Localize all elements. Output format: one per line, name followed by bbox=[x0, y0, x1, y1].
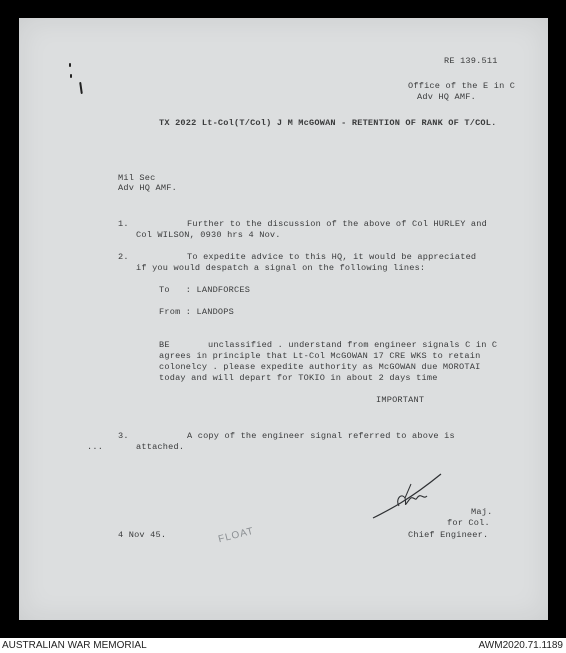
paragraph-1-line-2: Col WILSON, 0930 hrs 4 Nov. bbox=[136, 230, 281, 240]
addressee-line-2: Adv HQ AMF. bbox=[118, 183, 177, 193]
paragraph-1-number: 1. bbox=[118, 219, 129, 229]
signal-to-line: To : LANDFORCES bbox=[159, 285, 251, 295]
signal-text-line-2: agrees in principle that Lt-Col McGOWAN 17 CRE WKS to retain bbox=[159, 351, 481, 361]
pencil-annotation: FLOAT bbox=[217, 525, 256, 546]
staple-mark bbox=[79, 82, 83, 94]
paragraph-3-line-1: A copy of the engineer signal referred to above is bbox=[187, 431, 455, 441]
signal-text-line-3: colonelcy . please expedite authority as McGOWAN due MOROTAI bbox=[159, 362, 481, 372]
priority-label: IMPORTANT bbox=[376, 395, 425, 405]
side-dots: ... bbox=[87, 442, 104, 452]
paragraph-1-line-1: Further to the discussion of the above of Col HURLEY and bbox=[187, 219, 487, 229]
signature-title: Chief Engineer. bbox=[408, 530, 489, 540]
signature-rank: Maj. bbox=[471, 507, 493, 517]
paragraph-3-line-2: attached. bbox=[136, 442, 185, 452]
staple-mark bbox=[69, 63, 71, 67]
footer-accession-number: AWM2020.71.1189 bbox=[478, 640, 563, 651]
paragraph-2-line-2: if you would despatch a signal on the following lines: bbox=[136, 263, 426, 273]
addressee-line-1: Mil Sec bbox=[118, 173, 156, 183]
signal-prefix: BE bbox=[159, 340, 170, 350]
footer-institution: AUSTRALIAN WAR MEMORIAL bbox=[2, 640, 147, 651]
signature-scribble bbox=[369, 470, 449, 525]
office-line-1: Office of the E in C bbox=[408, 81, 516, 91]
archive-footer bbox=[0, 638, 566, 653]
staple-mark bbox=[70, 74, 72, 78]
document-date: 4 Nov 45. bbox=[118, 530, 167, 540]
office-line-2: Adv HQ AMF. bbox=[417, 92, 476, 102]
signal-text-line-4: today and will depart for TOKIO in about 2 days time bbox=[159, 373, 438, 383]
subject-line: TX 2022 Lt-Col(T/Col) J M McGOWAN - RETENTION OF RANK OF T/COL. bbox=[159, 118, 497, 128]
paragraph-2-number: 2. bbox=[118, 252, 129, 262]
reference-number: RE 139.511 bbox=[444, 56, 498, 66]
paragraph-3-number: 3. bbox=[118, 431, 129, 441]
document-page bbox=[19, 18, 548, 620]
signature-for: for Col. bbox=[447, 518, 490, 528]
signal-from-line: From : LANDOPS bbox=[159, 307, 234, 317]
paragraph-2-line-1: To expedite advice to this HQ, it would be appreciated bbox=[187, 252, 477, 262]
signal-text-line-1: unclassified . understand from engineer signals C in C bbox=[208, 340, 498, 350]
